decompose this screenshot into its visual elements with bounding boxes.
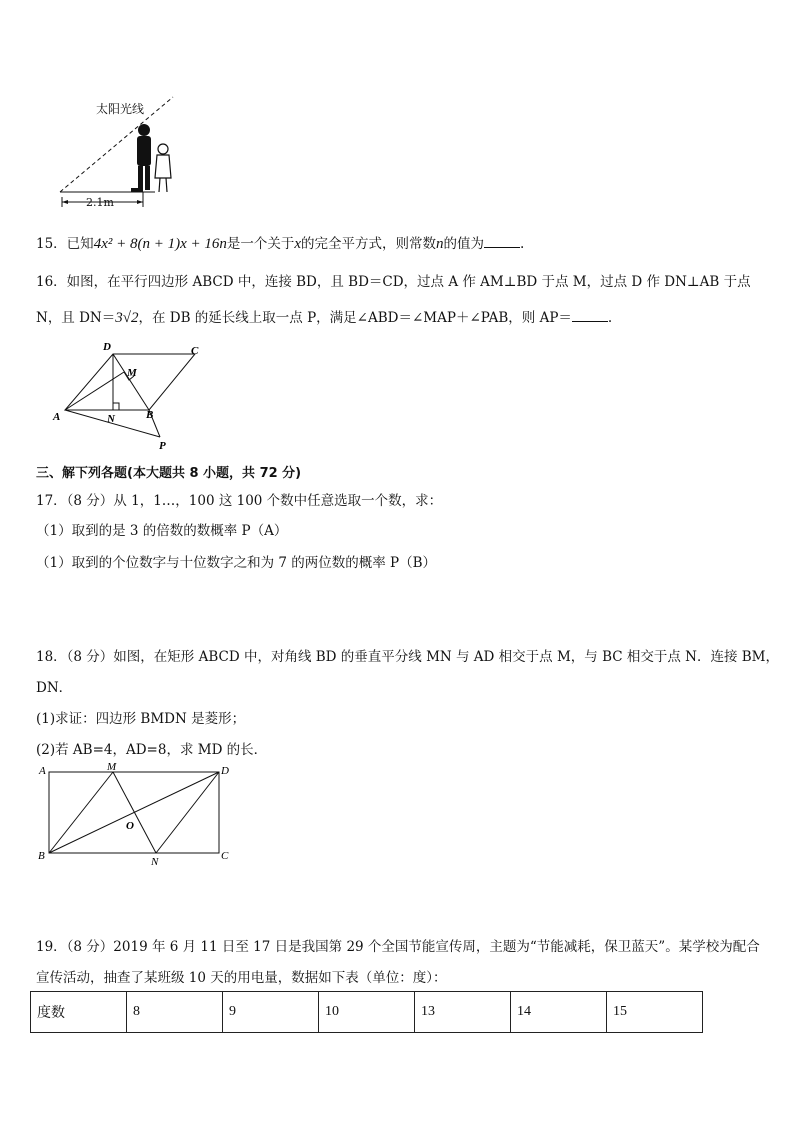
label-N: N bbox=[151, 856, 159, 868]
label-M: M bbox=[127, 367, 137, 379]
table-header-cell: 度数 bbox=[31, 992, 127, 1033]
q19-line-1: 19．（8 分）2019 年 6 月 11 日至 17 日是我国第 29 个全国节能宣传周，主题为“节能减耗，保卫蓝天”。某学校为配合 bbox=[36, 939, 760, 955]
q19-line-2: 宣传活动，抽查了某班级 10 天的用电量，数据如下表（单位：度）： bbox=[36, 970, 447, 986]
q16-text-b: ，在 DB 的延长线上取一点 P，满足∠ABD＝∠MAP＋∠PAB，则 AP＝ bbox=[138, 310, 572, 326]
parallelogram-figure bbox=[45, 340, 215, 455]
q15-text-c: 的完全平方式，则常数 bbox=[301, 236, 437, 252]
table-cell: 9 bbox=[223, 992, 319, 1033]
section-heading: 三、解下列各题(本大题共 8 小题，共 72 分) bbox=[36, 466, 302, 481]
q18-line-1: 18．（8 分）如图，在矩形 ABCD 中，对角线 BD 的垂直平分线 MN 与 AD 相交于点 M，与 BC 相交于点 N．连接 BM， bbox=[36, 649, 779, 665]
label-D: D bbox=[221, 765, 229, 777]
q15-text-b: 是一个关于 bbox=[226, 236, 295, 252]
rectangle-figure bbox=[35, 760, 235, 870]
label-C: C bbox=[191, 345, 199, 357]
distance-label: 2.1m bbox=[86, 196, 114, 209]
table-cell: 14 bbox=[511, 992, 607, 1033]
q16-line-2 bbox=[36, 306, 612, 327]
q17-part-1: （1）取到的是 3 的倍数的数概率 P（A） bbox=[36, 523, 288, 539]
label-M: M bbox=[107, 761, 117, 773]
q16-line-1: 16．如图，在平行四边形 ABCD 中，连接 BD，且 BD＝CD，过点 A 作 AM⊥BD 于点 M，过点 D 作 DN⊥AB 于点 bbox=[36, 274, 751, 290]
label-C: C bbox=[221, 850, 229, 862]
q17-stem: 17．（8 分）从 1，1…，100 这 100 个数中任意选取一个数，求： bbox=[36, 493, 443, 509]
label-N: N bbox=[107, 413, 115, 425]
q18-part-2: (2)若 AB=4，AD=8，求 MD 的长． bbox=[36, 742, 268, 758]
q17-part-2: （1）取到的个位数字与十位数字之和为 7 的两位数的概率 P（B） bbox=[36, 555, 437, 571]
q18-part-1: (1)求证：四边形 BMDN 是菱形； bbox=[36, 711, 246, 727]
electricity-table bbox=[30, 991, 703, 1033]
table-cell: 8 bbox=[127, 992, 223, 1033]
label-B: B bbox=[146, 409, 154, 421]
label-A: A bbox=[53, 411, 61, 423]
girl-figure bbox=[155, 144, 171, 192]
q18-line-2: DN． bbox=[36, 680, 73, 696]
label-D: D bbox=[103, 341, 111, 353]
q15-text-a: 15．已知 bbox=[36, 236, 94, 252]
question-15 bbox=[36, 232, 524, 253]
label-B: B bbox=[38, 850, 45, 862]
label-O: O bbox=[126, 820, 134, 832]
table-cell: 13 bbox=[415, 992, 511, 1033]
table-row bbox=[31, 992, 703, 1033]
q15-expression: 4x² + 8(n + 1)x + 16n bbox=[93, 236, 227, 252]
q16-text-a: N，且 DN＝ bbox=[36, 310, 116, 326]
table-cell: 10 bbox=[319, 992, 415, 1033]
answer-blank bbox=[484, 235, 520, 248]
q15-text-d: 的值为 bbox=[443, 236, 485, 252]
man-figure bbox=[131, 124, 151, 192]
q15-var-n: n bbox=[436, 236, 444, 252]
q15-end: . bbox=[520, 236, 525, 252]
label-P: P bbox=[159, 440, 166, 452]
answer-blank bbox=[572, 309, 608, 322]
q15-var-x: x bbox=[294, 236, 302, 252]
label-A: A bbox=[39, 765, 46, 777]
table-cell: 15 bbox=[607, 992, 703, 1033]
q16-dn-value: 3√2 bbox=[115, 310, 139, 326]
q16-end: . bbox=[607, 310, 613, 326]
sunlight-label: 太阳光线 bbox=[96, 102, 145, 116]
